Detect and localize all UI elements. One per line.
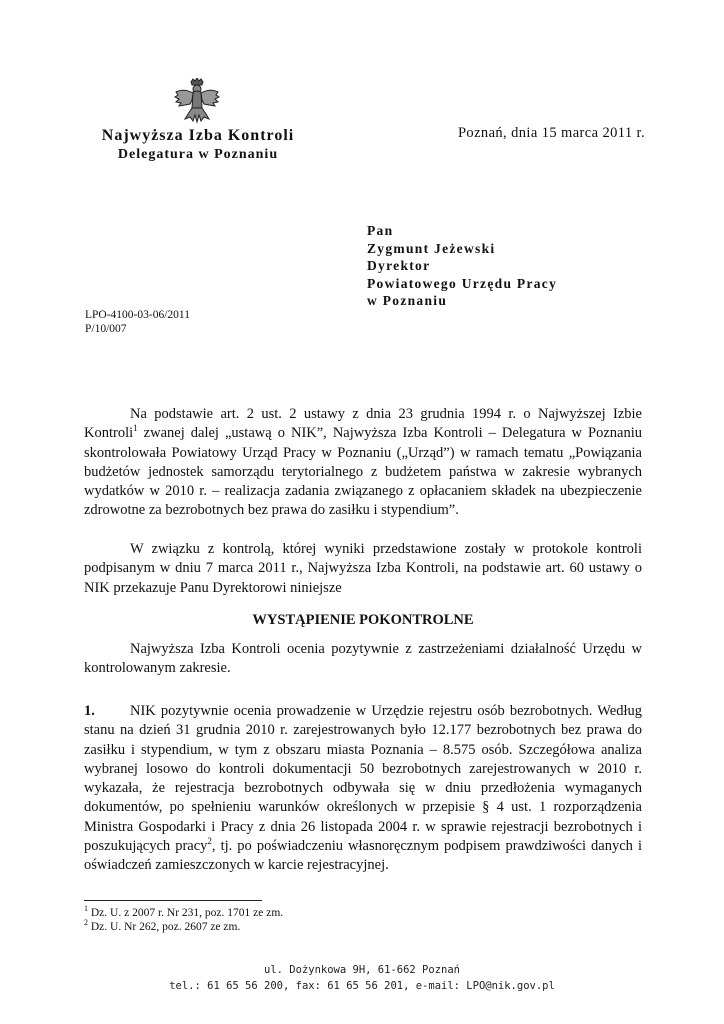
footer-contact: tel.: 61 65 56 200, fax: 61 65 56 201, e-mail: LPO@nik.gov.pl — [169, 980, 555, 992]
organization-name: Najwyższa Izba Kontroli — [101, 127, 295, 144]
footnote-2: $^2$ Dz. U. Nr 262, poz. 2607 ze zm. — [84, 918, 241, 933]
page-footer — [0, 962, 724, 994]
addressee-city: w Poznaniu — [367, 293, 448, 308]
addressee-salutation: Pan — [367, 223, 394, 238]
footer-address: ul. Dożynkowa 9H, 61-662 Poznań — [264, 964, 460, 976]
footnote-ref-2: 2 — [207, 836, 212, 847]
polish-eagle-emblem-icon — [172, 78, 222, 124]
addressee-block — [367, 222, 557, 310]
footnote-1: $^1$ Dz. U. z 2007 r. Nr 231, poz. 1701 ze zm. — [84, 904, 284, 919]
addressee-title: Dyrektor — [367, 258, 431, 273]
paragraph-legal-basis: Na podstawie art. 2 ust. 2 ustawy z dnia 23 grudnia 1994 r. o Najwyższej Izbie Kontroli$^1$ zwanej dalej „ustawą o NIK”, Najwyższa Izba Kontroli – Delegatura w Poznaniu skontrolowała Powiatowy Urząd Pracy w Poznaniu („Urząd”) w ramach tematu „Powiązania budżetów jednostek samorządu terytorialnego z budżetem państwa w zakresie wybranych wydatków w 2010 r. – realizacja zadania związanego z opłacaniem składek na ubezpieczenie zdrowotne za bezrobotnych bez prawa do zasiłku i stypendium”. — [84, 406, 642, 519]
point-number: 1. — [84, 703, 95, 719]
case-number: LPO-4100-03-06/2011 — [85, 309, 190, 321]
document-heading: WYSTĄPIENIE POKONTROLNE — [252, 612, 474, 628]
paragraph-point-1: 1. NIK pozytywnie ocenia prowadzenie w Urzędzie rejestru osób bezrobotnych. Według stanu na dzień 31 grudnia 2010 r. zarejestrowanych było 12.177 bezrobotnych bez prawa do zasiłku i stypendium, w tym z obszaru miasta Poznania – 8.575 osób. Szczegółowa analiza wybranej losowo do kontroli dokumentacji 50 bezrobotnych zarejestrowanych w 2010 r. wykazała, że rejestracja bezrobotnych odbywała się w dniu przedłożenia wymaganych dokumentów, po spełnieniu warunków określonych w przepisie § 4 ust. 1 rozporządzenia Ministra Gospodarki i Pracy z dnia 26 listopada 2004 r. w sprawie rejestracji bezrobotnych i poszukujących pracy$^2$, tj. po poświadczeniu własnoręcznym podpisem prawdziwości danych i oświadczeń zamieszczonych w karcie rejestracyjnej. — [84, 703, 642, 874]
addressee-name: Zygmunt Jeżewski — [367, 240, 496, 256]
footnotes — [84, 906, 283, 934]
control-number: P/10/007 — [85, 323, 127, 335]
footnote-separator — [84, 900, 262, 901]
delegation-name: Delegatura w Poznaniu — [117, 147, 279, 162]
paragraph-overall-assessment: Najwyższa Izba Kontroli ocenia pozytywnie z zastrzeżeniami działalność Urzędu w kontrolowanym zakresie. — [84, 641, 642, 677]
reference-block — [85, 308, 190, 336]
footnote-ref-1: 1 — [133, 423, 138, 434]
paragraph-control-results: W związku z kontrolą, której wyniki przedstawione zostały w protokole kontroli podpisanym w dniu 7 marca 2011 r., Najwyższa Izba Kontroli, na podstawie art. 60 ustawy o NIK przekazuje Panu Dyrektorowi niniejsze — [84, 541, 642, 596]
addressee-institution: Powiatowego Urzędu Pracy — [367, 275, 558, 291]
letter-date: Poznań, dnia 15 marca 2011 r. — [457, 125, 645, 141]
